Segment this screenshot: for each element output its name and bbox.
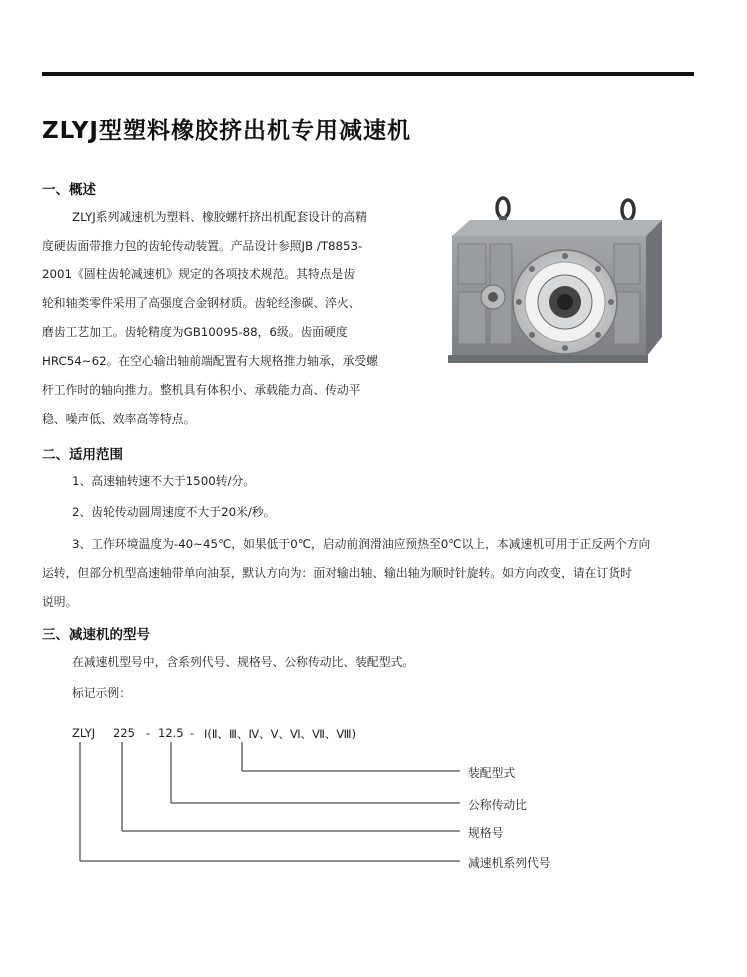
label-size: 规格号 — [468, 826, 504, 840]
overview-line: 稳、噪声低、效率高等特点。 — [42, 412, 196, 426]
scope-line: 2、齿轮传动圆周速度不大于20米/秒。 — [72, 505, 276, 519]
example-ratio: 12.5 — [158, 726, 184, 740]
example-series: ZLYJ — [72, 726, 96, 740]
overview-line: 度硬齿面带推力包的齿轮传动装置。产品设计参照JB /T8853- — [42, 239, 363, 253]
example-size: 225 — [113, 726, 135, 740]
label-series: 减速机系列代号 — [468, 856, 551, 870]
example-dash: - — [146, 726, 151, 740]
page-title: ZLYJ型塑料橡胶挤出机专用减速机 — [42, 118, 411, 144]
overview-line: 2001《圆柱齿轮减速机》规定的各项技术规范。其特点是齿 — [42, 267, 356, 281]
scope-line: 1、高速轴转速不大于1500转/分。 — [72, 474, 256, 488]
scope-line: 3、工作环境温度为-40~45℃，如果低于0℃，启动前润滑油应预热至0℃以上，本减速机可用于正反两个方向 — [72, 537, 651, 551]
model-heading: 三、减速机的型号 — [42, 627, 150, 643]
example-dash: - — [190, 726, 195, 740]
scope-heading: 二、适用范围 — [42, 447, 123, 463]
overview-line: ZLYJ系列减速机为塑料、橡胶螺杆挤出机配套设计的高精 — [72, 210, 368, 224]
label-assembly: 装配型式 — [468, 766, 516, 780]
scope-line: 运转，但部分机型高速轴带单向油泵，默认方向为：面对输出轴、输出轴为顺时针旋转。如方向改变，请在订货时 — [42, 566, 632, 580]
overview-line: HRC54~62。在空心输出轴前端配置有大规格推力轴承，承受螺 — [42, 354, 378, 368]
overview-line: 杆工作时的轴向推力。整机具有体积小、承载能力高、传动平 — [42, 383, 361, 397]
overview-heading: 一、概述 — [42, 182, 96, 198]
label-ratio: 公称传动比 — [468, 798, 527, 812]
overview-line: 轮和轴类零件采用了高强度合金钢材质。齿轮经渗碳、淬火、 — [42, 296, 361, 310]
example-assembly: Ⅰ(Ⅱ、Ⅲ、Ⅳ、Ⅴ、Ⅵ、Ⅶ、Ⅷ) — [204, 727, 357, 741]
model-line: 在减速机型号中，含系列代号、规格号、公称传动比、装配型式。 — [72, 655, 415, 669]
overview-line: 磨齿工艺加工。齿轮精度为GB10095-88，6级。齿面硬度 — [42, 325, 348, 339]
model-line: 标记示例： — [72, 686, 131, 700]
scope-line: 说明。 — [42, 595, 78, 609]
